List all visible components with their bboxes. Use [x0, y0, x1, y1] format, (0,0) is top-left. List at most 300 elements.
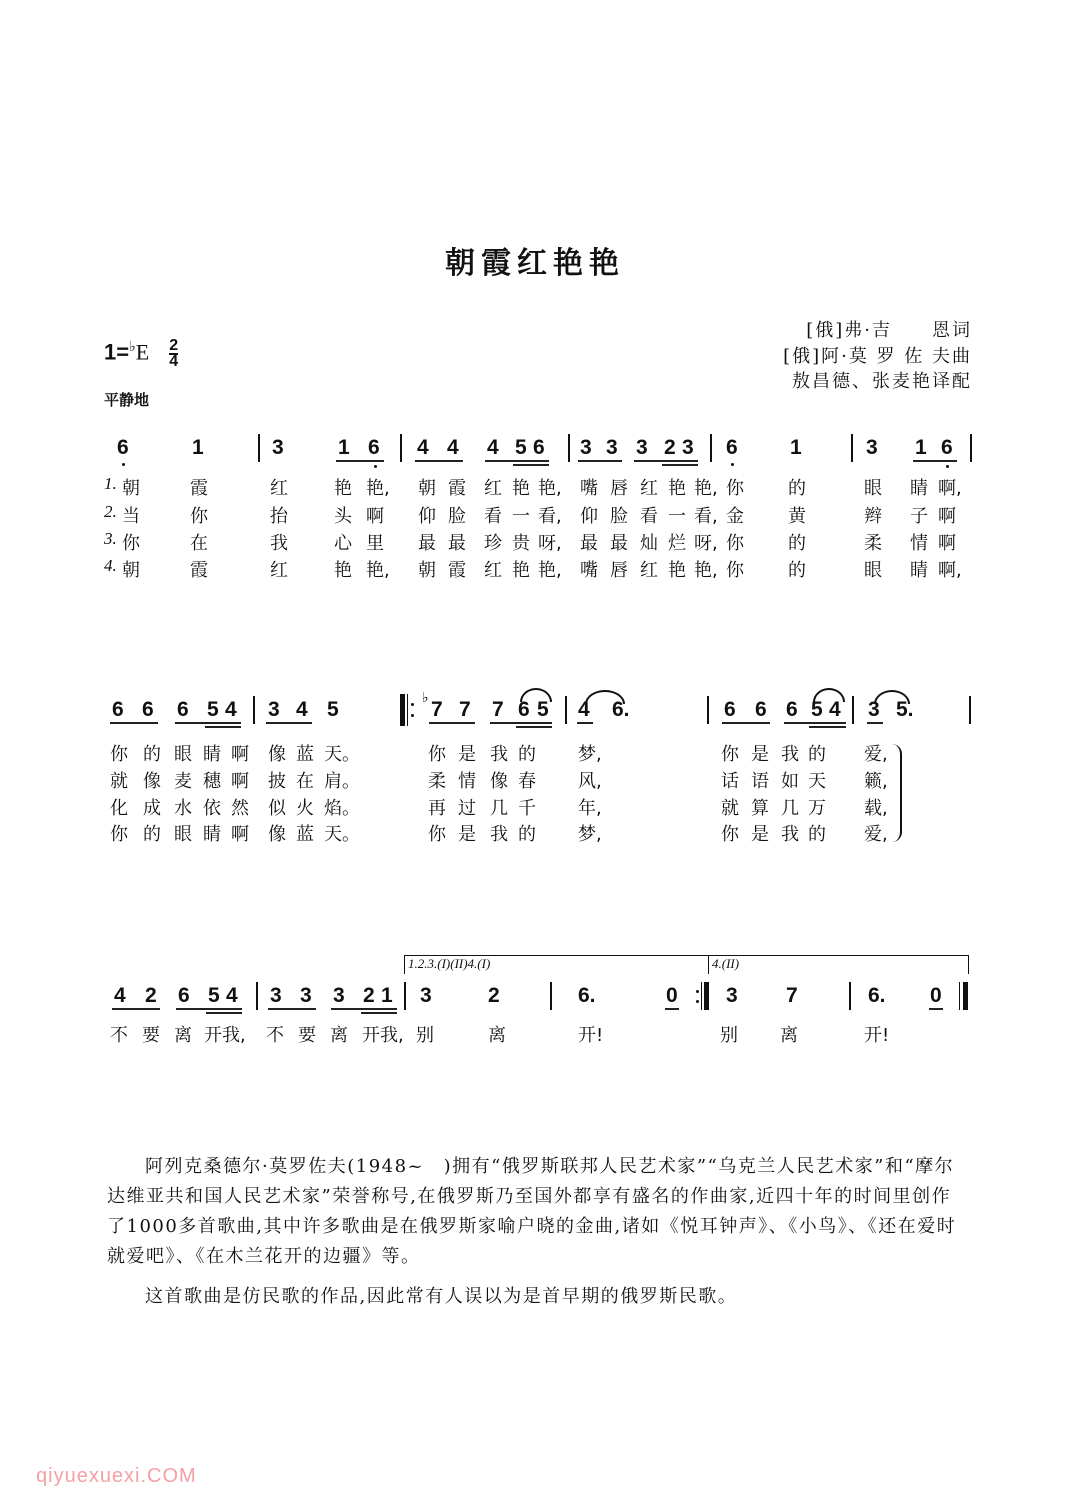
note: 6 [533, 436, 545, 459]
lyric-syllable: 当 [122, 506, 140, 527]
lyric-syllable: 啊 [938, 533, 956, 554]
note: 5 [537, 698, 549, 721]
note: 6 [368, 436, 380, 459]
lyric-syllable: 离 [330, 1025, 348, 1046]
lyric-syllable: 啊 [231, 744, 249, 765]
lyric-syllable: 要 [298, 1025, 316, 1046]
slur [874, 690, 910, 704]
note: 5. [896, 698, 914, 721]
underline [266, 722, 312, 724]
note: 6 [724, 698, 736, 721]
lyric-syllable: 心 [334, 533, 352, 554]
verse-brace [892, 744, 902, 842]
song-title: 朝霞红艳艳 [445, 246, 625, 281]
lyric-syllable: 红 [484, 560, 502, 581]
final-barline [963, 982, 968, 1010]
lyric-syllable: 啊, [938, 478, 962, 499]
lyric-syllable: 朝 [418, 478, 436, 499]
lyric-syllable: 你 [110, 824, 128, 845]
underline [722, 722, 770, 724]
note: 6. [578, 984, 596, 1007]
flat-icon: ♭ [422, 690, 429, 706]
note: 4 [487, 436, 499, 459]
lyric-syllable: 像 [268, 824, 286, 845]
note: 4 [226, 984, 238, 1007]
lyric-syllable: 艳, [538, 560, 562, 581]
note: 7 [459, 698, 471, 721]
lyric-syllable: 抬 [270, 506, 288, 527]
lyric-syllable: 艳, [538, 478, 562, 499]
note: 3 [420, 984, 432, 1007]
lyric-syllable: 你 [428, 744, 446, 765]
lyric-syllable: 你 [726, 533, 744, 554]
lyric-syllable: 梦, [578, 824, 602, 845]
barline [258, 434, 260, 462]
lyric-syllable: 唇 [610, 560, 628, 581]
low-octave-dot [946, 465, 949, 468]
lyric-syllable: 在 [296, 771, 314, 792]
lyric-syllable: 你 [428, 824, 446, 845]
underline [175, 722, 241, 724]
lyric-syllable: 火 [296, 798, 314, 819]
note: 6 [518, 698, 530, 721]
lyric-syllable: 的 [788, 533, 806, 554]
lyric-syllable: 爱, [864, 824, 888, 845]
lyric-syllable: 眼 [174, 744, 192, 765]
lyric-syllable: 的 [808, 744, 826, 765]
volta-label: 4.(II) [712, 956, 740, 971]
underline [490, 722, 552, 724]
note: 4 [225, 698, 237, 721]
lyric-syllable: 你 [721, 824, 739, 845]
barline [568, 434, 570, 462]
lyric-syllable: 我 [781, 744, 799, 765]
lyric-syllable: 朝 [418, 560, 436, 581]
lyric-syllable: 灿 [640, 533, 658, 554]
slur [813, 688, 845, 702]
lyric-syllable: 开我, [204, 1025, 246, 1046]
lyric-syllable: 似 [268, 798, 286, 819]
lyric-syllable: 天。 [324, 744, 360, 765]
note: 6 [112, 698, 124, 721]
lyric-syllable: 艳 [668, 560, 686, 581]
underline [206, 1012, 242, 1014]
note: 5 [208, 984, 220, 1007]
lyric-syllable: 水 [174, 798, 192, 819]
lyric-syllable: 头 [334, 506, 352, 527]
verse-number: 4. [104, 556, 117, 575]
lyric-syllable: 春 [518, 771, 536, 792]
time-signature [169, 336, 179, 370]
lyric-syllable: 如 [781, 771, 799, 792]
lyric-syllable: 离 [174, 1025, 192, 1046]
barline [852, 696, 854, 724]
lyric-syllable: 在 [190, 533, 208, 554]
note: 3 [868, 698, 880, 721]
note: 6 [177, 698, 189, 721]
lyric-syllable: 别 [416, 1025, 434, 1046]
lyric-syllable: 别 [720, 1025, 738, 1046]
note: 2 [363, 984, 375, 1007]
note: 3 [270, 984, 282, 1007]
lyric-syllable: 开! [864, 1025, 890, 1046]
note: 6. [612, 698, 630, 721]
lyric-syllable: 麦 [174, 771, 192, 792]
underline [415, 460, 463, 462]
lyric-syllable: 艳 [668, 478, 686, 499]
lyric-syllable: 蓝 [296, 744, 314, 765]
note: 1 [192, 436, 204, 459]
underline [634, 460, 698, 462]
lyric-syllable: 我 [490, 744, 508, 765]
underline [665, 1008, 679, 1010]
lyric-syllable: 是 [751, 824, 769, 845]
repeat-dot [696, 1000, 699, 1003]
lyric-syllable: 霞 [190, 478, 208, 499]
underline [929, 1008, 943, 1010]
lyric-syllable: 离 [780, 1025, 798, 1046]
lyric-syllable: 看, [538, 506, 562, 527]
lyric-syllable: 不 [266, 1025, 284, 1046]
lyric-syllable: 的 [788, 478, 806, 499]
lyric-syllable: 要 [142, 1025, 160, 1046]
note: 2 [664, 436, 676, 459]
lyric-syllable: 珍 [484, 533, 502, 554]
note: 6 [178, 984, 190, 1007]
repeat-end-barline [704, 982, 709, 1010]
note: 4 [417, 436, 429, 459]
lyric-syllable: 一 [512, 506, 530, 527]
note: 1 [915, 436, 927, 459]
barline [969, 696, 971, 724]
lyric-syllable: 睛 [203, 824, 221, 845]
underline [513, 464, 549, 466]
lyric-syllable: 开我, [362, 1025, 404, 1046]
note: 3 [682, 436, 694, 459]
time-bottom: 4 [169, 352, 179, 370]
lyric-syllable: 子 [910, 506, 928, 527]
lyric-syllable: 里 [366, 533, 384, 554]
barline [707, 696, 709, 724]
lyric-syllable: 啊 [231, 771, 249, 792]
note: 6 [755, 698, 767, 721]
lyric-syllable: 万 [808, 798, 826, 819]
lyric-syllable: 天。 [324, 824, 360, 845]
lyric-syllable: 眼 [864, 478, 882, 499]
lyric-syllable: 红 [484, 478, 502, 499]
lyric-syllable: 啊, [938, 560, 962, 581]
lyric-syllable: 像 [143, 771, 161, 792]
lyric-syllable: 睛 [203, 744, 221, 765]
underline [331, 1008, 397, 1010]
low-octave-dot [122, 463, 125, 466]
note: 1 [338, 436, 350, 459]
lyric-syllable: 成 [143, 798, 161, 819]
tempo-marking: 平静地 [104, 391, 150, 409]
lyric-syllable: 朝 [122, 478, 140, 499]
lyric-syllable: 就 [110, 771, 128, 792]
lyric-syllable: 朝 [122, 560, 140, 581]
lyric-syllable: 艳, [366, 478, 390, 499]
barline [253, 696, 255, 724]
lyric-syllable: 辫 [864, 506, 882, 527]
lyric-syllable: 再 [428, 798, 446, 819]
lyric-syllable: 脸 [448, 506, 466, 527]
note: 4 [829, 698, 841, 721]
barline [407, 694, 408, 726]
note: 6 [726, 436, 738, 459]
underline [578, 460, 622, 462]
underline [268, 1008, 316, 1010]
watermark: qiyuexuexi.COM [36, 1465, 197, 1487]
lyric-syllable: 梦, [578, 744, 602, 765]
barline [851, 434, 853, 462]
note: 3 [636, 436, 648, 459]
note: 6 [786, 698, 798, 721]
note: 7 [492, 698, 504, 721]
lyric-syllable: 不 [110, 1025, 128, 1046]
lyric-syllable: 柔 [864, 533, 882, 554]
low-octave-dot [731, 463, 734, 466]
barline [404, 982, 406, 1010]
lyric-syllable: 风, [578, 771, 602, 792]
underline [110, 722, 158, 724]
lyric-syllable: 的 [143, 824, 161, 845]
lyric-syllable: 你 [721, 744, 739, 765]
barline [400, 434, 402, 462]
lyric-syllable: 蓝 [296, 824, 314, 845]
time-top: 2 [169, 336, 179, 354]
note: 3 [268, 698, 280, 721]
slur [585, 690, 625, 704]
lyric-syllable: 像 [268, 744, 286, 765]
note: 0 [930, 984, 942, 1007]
note: 3 [580, 436, 592, 459]
lyric-syllable: 艳, [694, 560, 718, 581]
lyric-syllable: 依 [203, 798, 221, 819]
lyric-syllable: 化 [110, 798, 128, 819]
lyric-syllable: 红 [640, 560, 658, 581]
note: 2 [488, 984, 500, 1007]
underline [516, 726, 552, 728]
note: 6. [868, 984, 886, 1007]
barline [959, 982, 960, 1010]
lyric-syllable: 霞 [190, 560, 208, 581]
lyric-syllable: 仰 [418, 506, 436, 527]
note: 4 [447, 436, 459, 459]
lyric-syllable: 黄 [788, 506, 806, 527]
lyric-syllable: 是 [458, 744, 476, 765]
barline [710, 434, 712, 462]
lyric-syllable: 看 [484, 506, 502, 527]
lyric-syllable: 金 [726, 506, 744, 527]
underline [361, 1012, 397, 1014]
lyric-syllable: 艳 [512, 560, 530, 581]
repeat-dot [696, 990, 699, 993]
lyric-syllable: 像 [490, 771, 508, 792]
repeat-dot [411, 714, 414, 717]
lyric-syllable: 艳, [694, 478, 718, 499]
lyric-syllable: 是 [458, 824, 476, 845]
underline [485, 460, 549, 462]
volta-second-ending [708, 955, 969, 974]
underline [176, 1008, 242, 1010]
key-letter: E [135, 339, 150, 365]
lyric-syllable: 你 [122, 533, 140, 554]
verse-number: 3. [104, 529, 117, 548]
underline [662, 464, 698, 466]
lyric-syllable: 嘴 [580, 560, 598, 581]
barline [849, 982, 851, 1010]
underline [913, 460, 957, 462]
repeat-start-barline [400, 694, 405, 726]
note: 2 [145, 984, 157, 1007]
lyric-syllable: 语 [751, 771, 769, 792]
lyric-syllable: 艳 [334, 478, 352, 499]
slur [520, 688, 552, 702]
note: 5 [515, 436, 527, 459]
barline [550, 982, 552, 1010]
underline [867, 722, 883, 724]
lyric-syllable: 开! [578, 1025, 604, 1046]
note: 3 [300, 984, 312, 1007]
lyric-syllable: 我 [781, 824, 799, 845]
lyric-syllable: 啊 [366, 506, 384, 527]
lyric-syllable: 啊 [938, 506, 956, 527]
lyric-syllable: 贵 [512, 533, 530, 554]
barline [970, 434, 972, 462]
lyric-syllable: 最 [418, 533, 436, 554]
lyric-syllable: 爱, [864, 744, 888, 765]
volta-label: 1.2.3.(I)(II)4.(I) [408, 956, 491, 971]
lyric-syllable: 睛 [910, 478, 928, 499]
lyric-syllable: 话 [721, 771, 739, 792]
underline [577, 722, 593, 724]
lyric-syllable: 艳 [512, 478, 530, 499]
composer-credit: [俄]阿·莫 罗 佐 夫曲 [783, 346, 972, 367]
note: 5 [327, 698, 339, 721]
underline [809, 726, 846, 728]
note: 4 [114, 984, 126, 1007]
lyric-syllable: 几 [781, 798, 799, 819]
note: 7 [786, 984, 798, 1007]
lyric-syllable: 烂 [668, 533, 686, 554]
lyric-syllable: 眼 [864, 560, 882, 581]
lyric-syllable: 就 [721, 798, 739, 819]
lyric-syllable: 红 [270, 478, 288, 499]
lyric-syllable: 离 [488, 1025, 506, 1046]
lyric-syllable: 籁, [864, 771, 888, 792]
barline [256, 982, 258, 1010]
lyric-syllable: 情 [458, 771, 476, 792]
lyric-syllable: 你 [190, 506, 208, 527]
note: 3 [333, 984, 345, 1007]
lyric-syllable: 肩。 [324, 771, 360, 792]
lyric-syllable: 披 [268, 771, 286, 792]
barline [701, 982, 702, 1010]
note: 0 [666, 984, 678, 1007]
lyric-syllable: 的 [788, 560, 806, 581]
lyric-syllable: 情 [910, 533, 928, 554]
note: 7 [431, 698, 443, 721]
note: 3 [606, 436, 618, 459]
lyric-syllable: 红 [640, 478, 658, 499]
lyric-syllable: 你 [726, 478, 744, 499]
note: 1 [790, 436, 802, 459]
underline [205, 726, 241, 728]
note: 3 [866, 436, 878, 459]
flat-icon: ♭ [129, 338, 136, 354]
lyric-syllable: 呀, [538, 533, 562, 554]
lyric-syllable: 仰 [580, 506, 598, 527]
lyric-syllable: 啊 [231, 824, 249, 845]
underline [336, 460, 384, 462]
lyric-syllable: 看, [694, 506, 718, 527]
lyric-syllable: 睛 [910, 560, 928, 581]
note: 5 [811, 698, 823, 721]
lyricist-credit: [俄]弗·吉 恩词 [806, 320, 972, 341]
song-note-paragraph: 这首歌曲是仿民歌的作品,因此常有人误以为是首早期的俄罗斯民歌。 [145, 1286, 738, 1307]
lyric-syllable: 唇 [610, 478, 628, 499]
lyric-syllable: 我 [490, 824, 508, 845]
verse-number: 2. [104, 502, 117, 521]
lyric-syllable: 一 [668, 506, 686, 527]
key-one-equals: 1= [104, 339, 130, 365]
lyric-syllable: 的 [518, 824, 536, 845]
lyric-syllable: 是 [751, 744, 769, 765]
lyric-syllable: 呀, [694, 533, 718, 554]
lyric-syllable: 看 [640, 506, 658, 527]
underline [112, 1008, 160, 1010]
note: 4 [578, 698, 590, 721]
composer-bio-paragraph: 阿列克桑德尔·莫罗佐夫(1948~ )拥有“俄罗斯联邦人民艺术家”“乌克兰人民艺术家”和“摩尔达维亚共和国人民艺术家”荣誉称号,在俄罗斯乃至国外都享有盛名的作曲家,近四十年的时间里创作了1000多首歌曲,其中许多歌曲是在俄罗斯家喻户晓的金曲,诸如《悦耳钟声》、《小鸟》、《还在爱时就爱吧》、《在木兰花开的边疆》等。 [107, 1156, 957, 1267]
key-signature [104, 338, 178, 369]
lyric-syllable: 霞 [448, 478, 466, 499]
note: 5 [207, 698, 219, 721]
lyric-syllable: 天 [808, 771, 826, 792]
lyric-syllable: 的 [143, 744, 161, 765]
lyric-syllable: 艳 [334, 560, 352, 581]
lyric-syllable: 过 [458, 798, 476, 819]
lyric-syllable: 千 [518, 798, 536, 819]
lyric-syllable: 你 [110, 744, 128, 765]
lyric-syllable: 我 [270, 533, 288, 554]
lyric-syllable: 你 [726, 560, 744, 581]
lyric-syllable: 载, [864, 798, 888, 819]
lyric-syllable: 霞 [448, 560, 466, 581]
barline [565, 696, 567, 724]
underline [784, 722, 846, 724]
lyric-syllable: 穗 [203, 771, 221, 792]
translator-credit: 敖昌德、张麦艳译配 [792, 371, 972, 392]
low-octave-dot [374, 465, 377, 468]
lyric-syllable: 最 [580, 533, 598, 554]
note: 3 [272, 436, 284, 459]
lyric-syllable: 嘴 [580, 478, 598, 499]
lyric-syllable: 最 [448, 533, 466, 554]
note: 4 [296, 698, 308, 721]
verse-number: 1. [104, 474, 117, 493]
lyric-syllable: 红 [270, 560, 288, 581]
lyric-syllable: 年, [578, 798, 602, 819]
note: 6 [117, 436, 129, 459]
lyric-syllable: 眼 [174, 824, 192, 845]
lyric-syllable: 算 [751, 798, 769, 819]
lyric-syllable: 的 [808, 824, 826, 845]
lyric-syllable: 几 [490, 798, 508, 819]
underline [429, 722, 475, 724]
lyric-syllable: 最 [610, 533, 628, 554]
